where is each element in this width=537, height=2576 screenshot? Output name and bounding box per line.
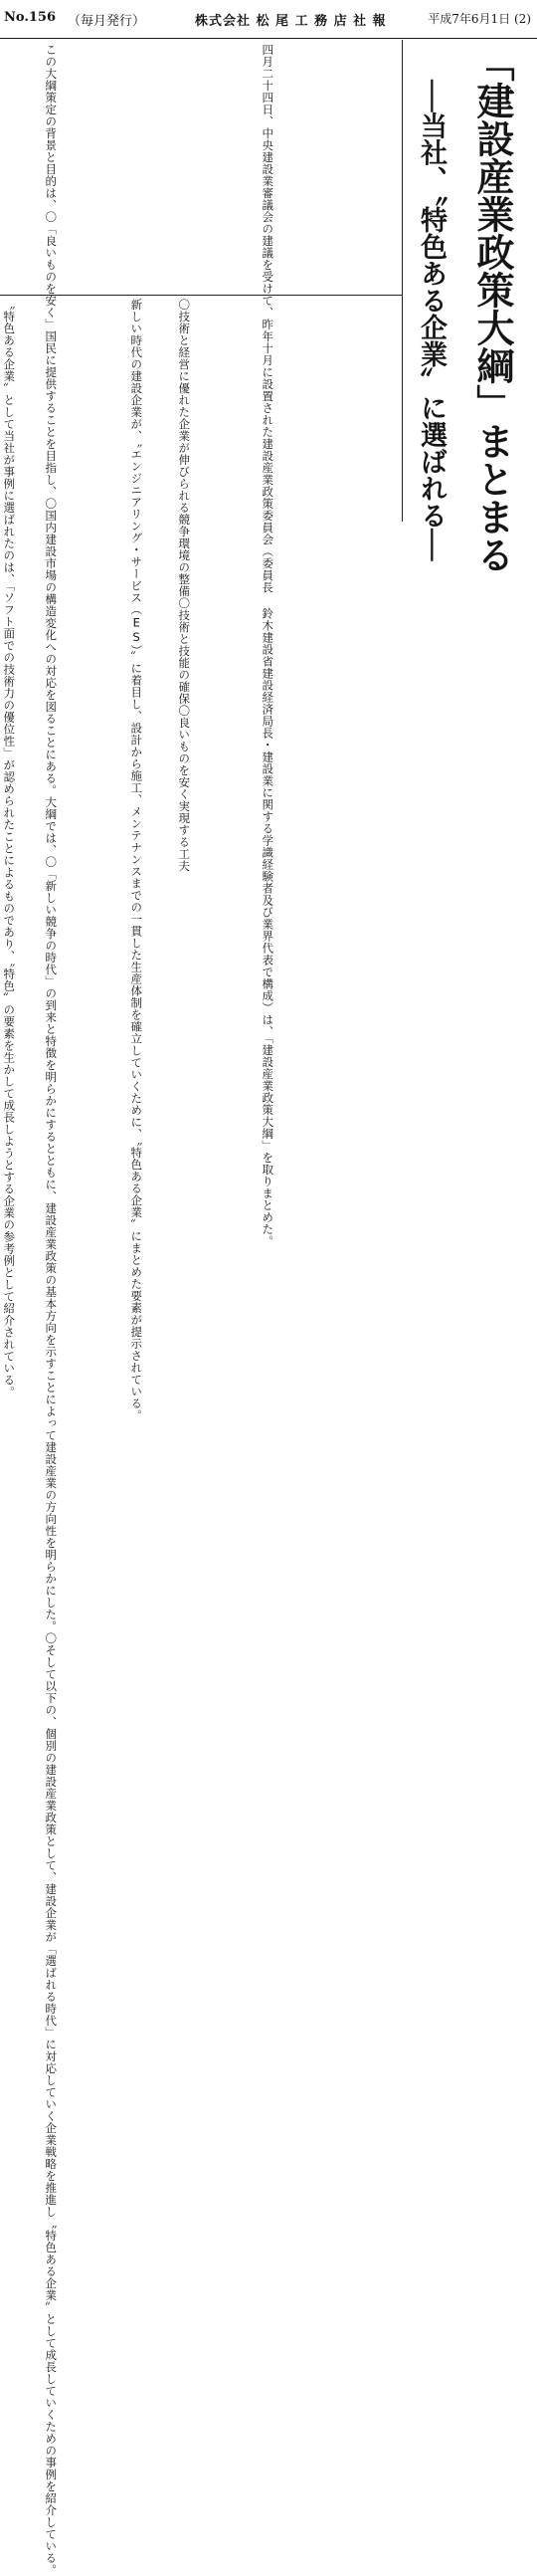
newsletter-masthead bbox=[0, 0, 537, 39]
article-paragraph: 新しい時代の建設企業が、〝エンジニアリング・サービス（ES）〟に着目し、設計から施工、メンテナンスまでの一貫した生産体制を確立していくために、〝特色ある企業〟にまとめた要素が提示されている。 bbox=[129, 299, 144, 1421]
article-paragraph: この大綱策定の背景と目的は、〇「良いものを安く」国民に提供することを目指し、〇国内建設市場の構造変化への対応を図ることにある。大綱では、〇「新しい競争の時代」の到来と特徴を明らかにするとともに、建設産業政策の基本方向を示すことによって建設産業の方向性を明らかにした。〇そして以下の、個別の建設産業政策として、建設企業が「選ばれる時代」に対応していく企業戦略を推進し〝特色ある企業〟として成長していくための事例を紹介している。 bbox=[44, 44, 59, 2576]
publication-frequency: （毎月発行） bbox=[68, 14, 146, 29]
issue-date: 平成7年6月1日 (2) bbox=[428, 12, 531, 26]
article-subheadline: ──当社、〝特色ある企業〟に選ばれる── bbox=[416, 80, 447, 561]
headline-rule bbox=[402, 40, 403, 522]
article-paragraph: 四月二十四日、中央建設業審議会の建議を受けて、昨年十月に設置された建設産業政策委員会（委員長 鈴木建設省建設経済局長・建設業に関する学識経験者及び業界代表で構成）は、「建設産業政策大綱」を取りまとめた。 bbox=[261, 44, 275, 1247]
article-headline: 「建設産業政策大綱」まとまる bbox=[470, 44, 515, 573]
column-rule bbox=[0, 295, 402, 296]
article-paragraph: 〝特色ある企業〟として当社が事例に選ばれたのは、「ソフト面での技術力の優位性」が認められたことによるものであり、〝特色〟の要素を生かして成長しようとする企業の参考例として紹介されている。 bbox=[2, 299, 17, 1398]
article-paragraph: 〇技術と経営に優れた企業が伸びられる競争環境の整備〇技術と技能の確保〇良いものを安く実現する工夫 bbox=[177, 299, 192, 872]
publisher-name: 株式会社 松 尾 工 務 店 社 報 bbox=[195, 14, 387, 29]
issue-number: No.156 bbox=[4, 10, 56, 25]
